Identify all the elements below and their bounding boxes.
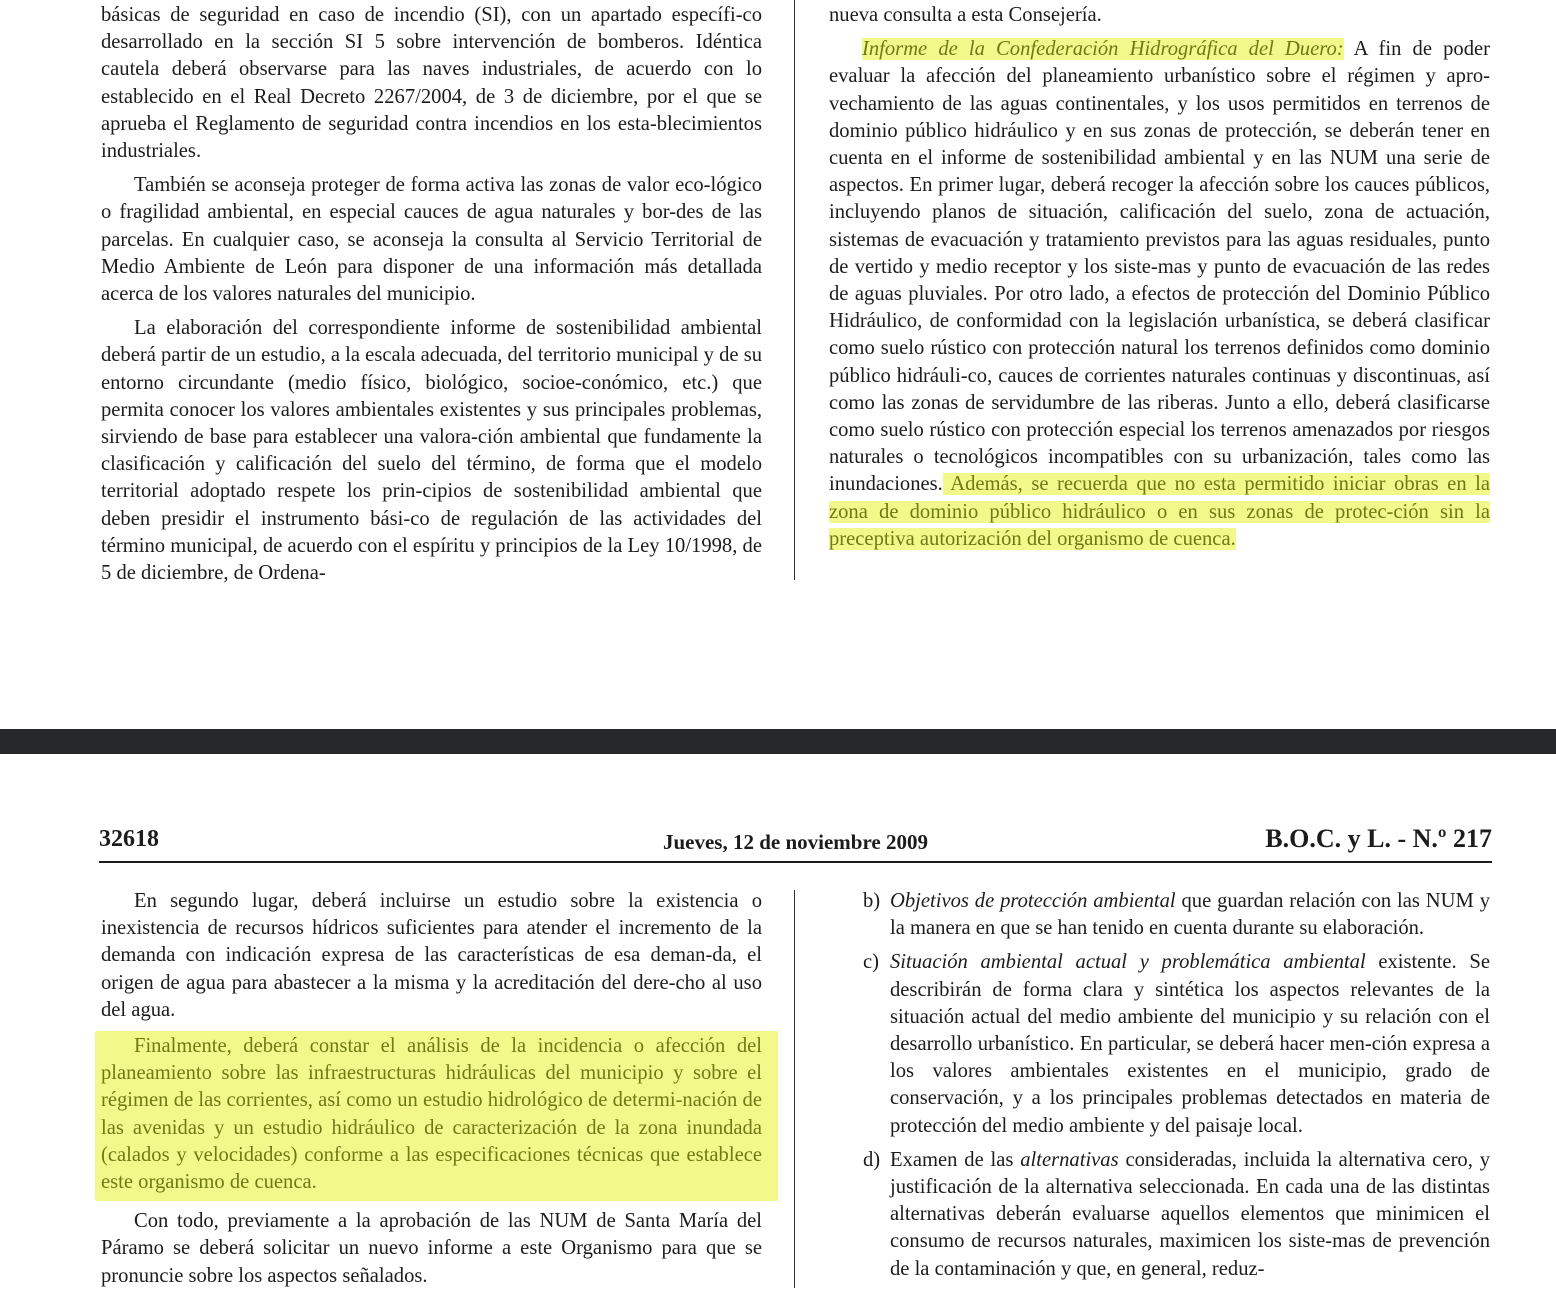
bulletin-number: B.O.C. y L. - N.º 217 <box>1265 824 1492 853</box>
page-date: Jueves, 12 de noviembre 2009 <box>662 830 928 854</box>
finalmente-highlight-paragraph: Finalmente, deberá constar el análisis de la incidencia o afección del planeamiento sobre las infraestructuras hidráulicas del municipio y sobre el régimen de las corrientes, así como un estudio hidrológico de determi-nación de las avenidas y un estudio hidráulico de caracterización de la zona inundada (calados y velocidades) conforme a las especificaciones técnicas que establece este organismo de cuenca. <box>95 1031 778 1201</box>
list-item-italic: Objetivos de protección ambiental <box>890 890 1176 912</box>
list-item-text: consideradas, incluida la alternativa cero, y justificación de la alternativa seleccionada. En cada una de las distintas alternativas deberán evaluarse aquellos elementos que minimicen el consumo de recursos naturales, maximicen los siste-mas de prevención de la contaminación y que, en general, reduz- <box>890 1148 1490 1280</box>
list-marker: d) <box>863 1148 881 1171</box>
header-rule <box>99 861 1492 863</box>
bottom-right-column <box>828 888 1490 1283</box>
confederacion-heading-highlight: Informe de la Confederación Hidrográfica del Duero: <box>862 38 1344 61</box>
top-right-first-line: nueva consulta a esta Consejería. <box>829 4 1102 26</box>
top-left-paragraph: También se aconseja proteger de forma activa las zonas de valor eco-lógico o fragilidad ambiental, en especial cauces de agua naturales y bor-des de las parcelas. En cualquier caso, se aconseja la consulta al Servicio Territorial de Medio Ambiente de León para disponer de una información más detallada acerca de los valores naturales del municipio. <box>101 174 762 306</box>
confederacion-body: A fin de poder evaluar la afección del planeamiento urbanístico sobre el régimen y apro-vechamiento de las aguas continentales, y los usos permitidos en terrenos de dominio público hidráulico y en sus zonas de protección, se deberán tener en cuenta en el informe de sostenibilidad ambiental y en las NUM una serie de aspectos. En primer lugar, deberá recoger la afección sobre los cauces públicos, incluyendo planos de situación, calificación del suelo, zona de actuación, sistemas de evacuación y tratamiento previstos para las aguas residuales, punto de vertido y medio receptor y los siste-mas y punto de evacuación de las redes de aguas pluviales. Por otro lado, a efectos de protección del Dominio Público Hidráulico, de conformidad con la legislación urbanística, se deberá clasificar como suelo rústico con protección natural los terrenos definidos como dominio público hidráuli-co, cauces de corrientes naturales continuas y discontinuas, así como las zonas de servidumbre de las riberas. Junto a ello, deberá clasificarse como suelo rústico con protección especial los terrenos amenazados por riesgos naturales o tecnológicos incompatibles con su urbanización, tales como las inundaciones. <box>829 38 1490 496</box>
confederacion-highlight: Además, se recuerda que no esta permitido iniciar obras en la zona de dominio público hidráulico o en sus zonas de protec-ción sin la preceptiva autorización del organismo de cuenca. <box>829 473 1490 550</box>
list-item-italic: alternativas <box>1020 1148 1119 1171</box>
list-item-pre: Examen de las <box>890 1148 1021 1171</box>
bottom-left-column <box>101 888 762 1290</box>
list-item <box>828 888 1490 942</box>
page-header <box>99 822 1492 858</box>
page-separator <box>0 729 1556 754</box>
confederacion-paragraph <box>829 36 1490 553</box>
top-left-column <box>101 2 762 587</box>
list-item-italic: Situación ambiental actual y problemática ambiental <box>890 951 1366 974</box>
top-left-paragraph: La elaboración del correspondiente informe de sostenibilidad ambiental deberá partir de un estudio, a la escala adecuada, del territorio municipal y de su entorno circundante (medio físico, biológico, socioe-conómico, etc.) que permita conocer los valores ambientales existentes y sus principales problemas, sirviendo de base para establecer una valora-ción ambiental que fundamente la clasificación y calificación del suelo del término, de forma que el modelo territorial adoptado respete los prin-cipios de sostenibilidad ambiental que deben presidir el instrumento bási-co de regulación de las actividades del término municipal, de acuerdo con el espíritu y principios de la Ley 10/1998, de 5 de diciembre, de Ordena- <box>101 317 763 585</box>
list-item-text: existente. Se describirán de forma clara y sintética los aspectos relevantes de la situación actual del medio ambiente del municipio y su relación con el desarrollo urbanístico. En particular, se deberá hacer men-ción expresa a los valores ambientales existentes en el municipio, grado de conservación, y a los principales problemas detectados en materia de protección del medio ambiente y del paisaje local. <box>890 951 1490 1137</box>
list-item-text: que guardan relación con las NUM y la manera en que se han tenido en cuenta durante su elaboración. <box>890 890 1490 940</box>
bottom-column-rule <box>794 890 795 1288</box>
bottom-left-paragraph: Con todo, previamente a la aprobación de las NUM de Santa María del Páramo se deberá solicitar un nuevo informe a este Organismo para que se pronuncie sobre los aspectos señalados. <box>101 1210 762 1287</box>
page-number: 32618 <box>99 826 159 852</box>
list-marker: c) <box>863 951 879 974</box>
list-marker: b) <box>863 890 881 912</box>
top-column-rule <box>794 0 795 580</box>
list-item <box>828 1147 1490 1283</box>
top-right-column <box>829 2 1490 553</box>
top-left-paragraph: básicas de seguridad en caso de incendio (SI), con un apartado específi-co desarrollado en la sección SI 5 sobre intervención de bomberos. Idéntica cautela deberá observarse para las naves industriales, de acuerdo con lo establecido en el Real Decreto 2267/2004, de 3 de diciembre, por el que se aprueba el Reglamento de seguridad contra incendios en los esta-blecimientos industriales. <box>101 4 762 163</box>
bottom-left-paragraph: En segundo lugar, deberá incluirse un estudio sobre la existencia o inexistencia de recursos hídricos suficientes para atender el incremento de la demanda con indicación expresa de las características de esa deman-da, el origen de agua para abastecer a la misma y la acreditación del dere-cho al uso del agua. <box>101 890 762 1021</box>
list-item <box>828 949 1490 1139</box>
